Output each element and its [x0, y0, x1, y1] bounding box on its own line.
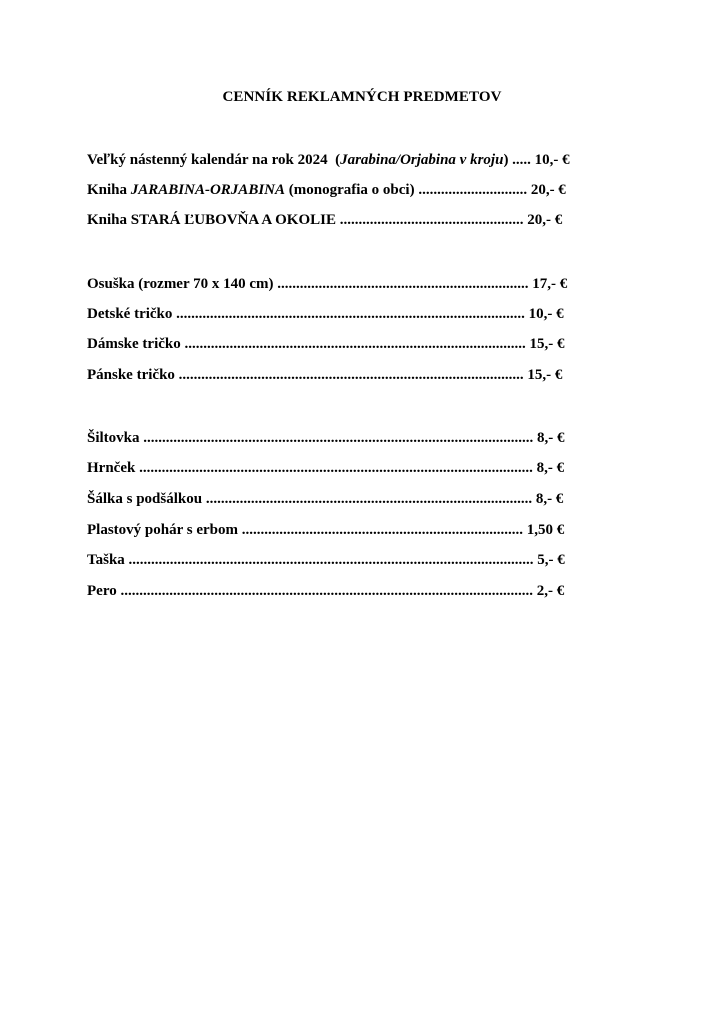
price-line-pen: Pero .............................................................................................................. 2,- € [87, 583, 565, 599]
price-line-bag: Taška ............................................................................................................ 5,- € [87, 552, 565, 568]
price-line-mug: Hrnček ......................................................................................................... 8,- € [87, 460, 565, 476]
price-line-plastic-cup: Plastový pohár s erbom ........................................................................... 1,50 € [87, 522, 565, 538]
price-line-towel: Osuška (rozmer 70 x 140 cm) ................................................................... 17,- € [87, 276, 568, 292]
line-text-end: (monografia o obci) ............................. 20,- € [285, 182, 566, 198]
line-text: Kniha STARÁ ĽUBOVŇA A OKOLIE ................................................. 20,- € [87, 212, 563, 228]
price-line-womens-tshirt: Dámske tričko ........................................................................................... 15,- € [87, 336, 565, 352]
line-italic-text: JARABINA-ORJABINA [130, 182, 285, 198]
line-text: Kniha [87, 182, 131, 198]
line-text-end: ) ..... 10,- € [503, 152, 570, 168]
price-line-kids-tshirt: Detské tričko ............................................................................................. 10,- € [87, 306, 564, 322]
price-line-cup-saucer: Šálka s podšálkou ....................................................................................... 8,- € [87, 491, 564, 507]
price-line-book-jarabina [87, 181, 637, 199]
page-title: CENNÍK REKLAMNÝCH PREDMETOV [222, 89, 502, 105]
price-line-calendar [87, 151, 637, 169]
price-line-mens-tshirt: Pánske tričko ............................................................................................ 15,- € [87, 367, 563, 383]
price-line-book-lubovna [87, 211, 637, 229]
price-line-cap: Šiltovka ........................................................................................................ 8,- € [87, 430, 565, 446]
line-text: Veľký nástenný kalendár na rok 2024 ( [87, 152, 341, 168]
line-italic-text: Jarabina/Orjabina v kroju [340, 152, 504, 168]
